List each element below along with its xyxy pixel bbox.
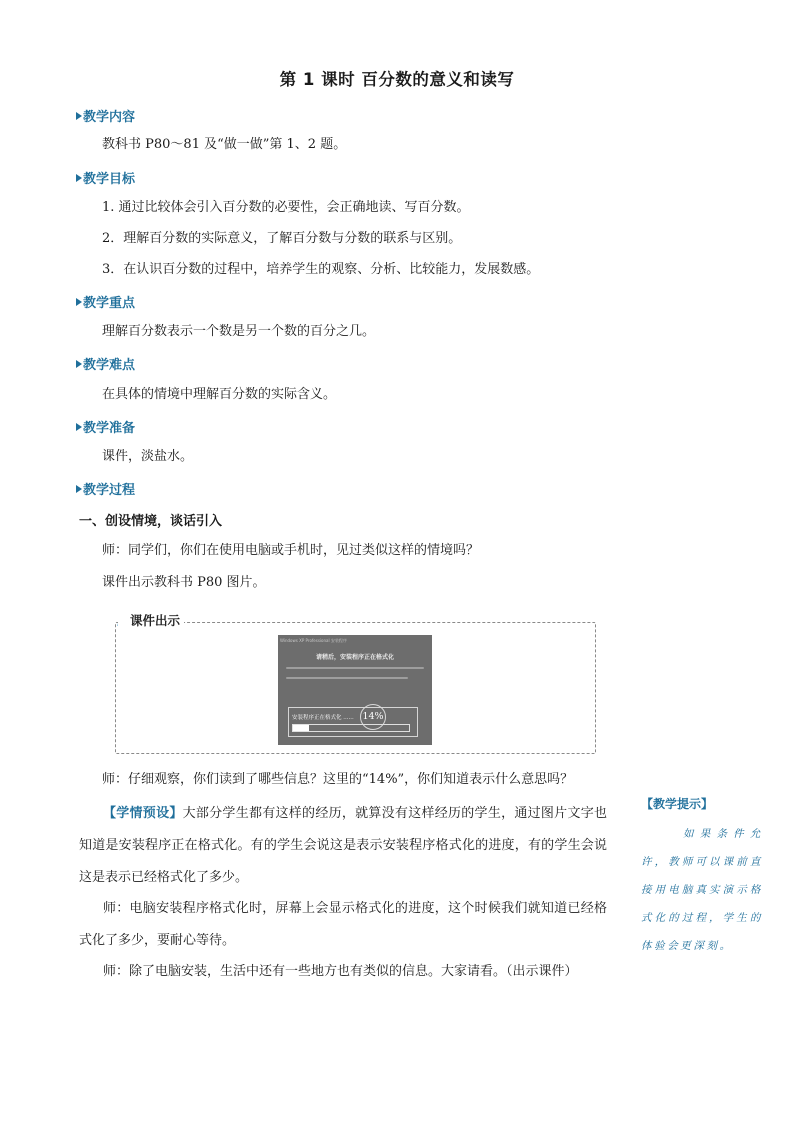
heading-label: 教学内容 xyxy=(83,110,136,125)
prep-text: 课件，淡盐水。 xyxy=(102,449,194,464)
triangle-bullet-icon xyxy=(76,423,82,431)
heading-process xyxy=(76,479,135,498)
screen-header: Windows XP Professional 安装程序 xyxy=(280,638,347,643)
screen-message: 请稍后，安装程序正在格式化 xyxy=(315,654,394,661)
goal-item-1: 1. 通过比较体会引入百分数的必要性，会正确地读、写百分数。 xyxy=(102,200,470,215)
percent-circle: 14% xyxy=(360,704,386,730)
courseware-label: 课件出示 xyxy=(118,607,184,635)
heading-goals xyxy=(76,168,135,187)
blurred-text-line xyxy=(286,677,408,679)
part1-p3: 师：仔细观察，你们读到了哪些信息？这里的“14%”，你们知道表示什么意思吗？ xyxy=(102,772,574,787)
part1-p1: 师：同学们，你们在使用电脑或手机时，见过类似这样的情境吗？ xyxy=(102,543,480,558)
part1-p6: 师：除了电脑安装，生活中还有一些地方也有类似的信息。大家请看。（出示课件） xyxy=(103,964,578,979)
triangle-bullet-icon xyxy=(76,298,82,306)
triangle-bullet-icon xyxy=(76,485,82,493)
heading-label: 教学目标 xyxy=(83,172,136,187)
learning-preview-tag: 【学情预设】 xyxy=(103,806,183,821)
content-text: 教科书 P80～81 及“做一做”第 1、2 题。 xyxy=(102,137,347,152)
format-screen-image xyxy=(278,635,432,745)
progress-bar-fill xyxy=(293,725,309,731)
goal-item-3: 3．在认识百分数的过程中，培养学生的观察、分析、比较能力，发展数感。 xyxy=(102,262,540,277)
heading-label: 教学重点 xyxy=(83,296,136,311)
heading-content xyxy=(76,106,135,125)
heading-label: 教学难点 xyxy=(83,358,136,373)
progress-label: 安装程序正在格式化 ...... xyxy=(292,715,354,721)
part1-p4-text: 大部分学生都有这样的经历，就算没有这样经历的学生，通过图片文字也知道是安装程序正在格式化。有的学生会说这是表示安装程序格式化的进度，有的学生会说这是表示已经格式化了多少。 xyxy=(79,806,607,885)
triangle-bullet-icon xyxy=(76,360,82,368)
key-text: 理解百分数表示一个数是另一个数的百分之几。 xyxy=(102,324,376,339)
page-title: 第 1 课时 百分数的意义和读写 xyxy=(279,70,515,89)
heading-key xyxy=(76,292,135,311)
progress-bar xyxy=(292,724,410,732)
triangle-bullet-icon xyxy=(76,174,82,182)
goal-item-2: 2．理解百分数的实际意义，了解百分数与分数的联系与区别。 xyxy=(102,231,462,246)
heading-label: 教学过程 xyxy=(83,483,136,498)
heading-prep xyxy=(76,417,135,436)
heading-label: 教学准备 xyxy=(83,421,136,436)
heading-difficulty xyxy=(76,354,135,373)
part1-p4 xyxy=(79,798,607,894)
triangle-bullet-icon xyxy=(76,112,82,120)
progress-panel xyxy=(288,707,418,737)
part1-p2: 课件出示教科书 P80 图片。 xyxy=(102,575,266,590)
blurred-text-line xyxy=(286,667,424,669)
part1-title: 一、创设情境，谈话引入 xyxy=(79,514,223,529)
part1-p5: 师：电脑安装程序格式化时，屏幕上会显示格式化的进度，这个时候我们就知道已经格式化了多少，要耐心等待。 xyxy=(79,901,607,948)
tip-body: 如果条件允许，教师可以课前直接用电脑真实演示格式化的过程，学生的体验会更深刻。 xyxy=(641,828,763,952)
tip-title: 【教学提示】 xyxy=(641,797,714,811)
difficulty-text: 在具体的情境中理解百分数的实际含义。 xyxy=(102,387,337,402)
